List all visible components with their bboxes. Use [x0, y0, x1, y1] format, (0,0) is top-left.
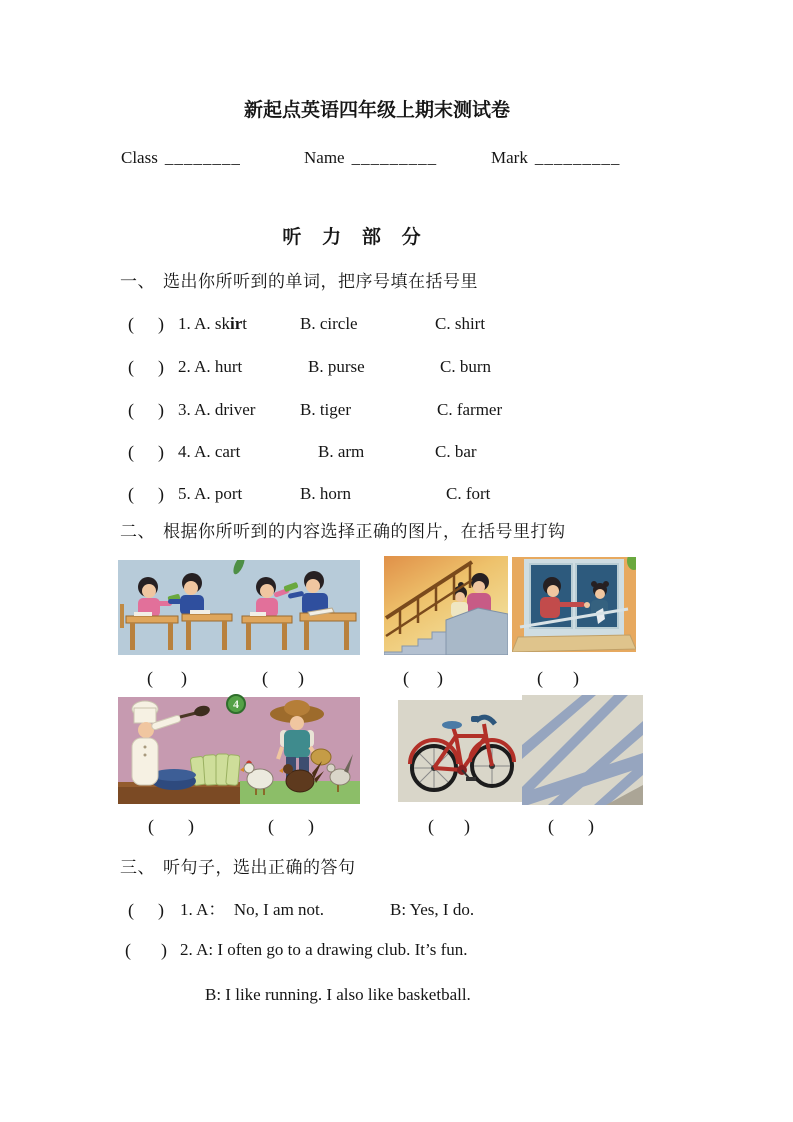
bracket-open: (: [262, 668, 268, 688]
option-a: 1. A. skirt: [178, 314, 247, 333]
answer-bracket: [128, 899, 164, 921]
chef-cooking-image: [118, 697, 240, 804]
name-field: [304, 147, 437, 169]
option-b: B. tiger: [300, 400, 351, 419]
answer-bracket: [128, 483, 164, 505]
class-field: [121, 147, 241, 169]
classroom-kids-image: [118, 560, 360, 655]
bracket-close: ): [158, 900, 164, 920]
section2-number: 二、: [120, 522, 155, 541]
answer-bracket: [128, 313, 164, 335]
bracket-open: (: [268, 816, 274, 836]
farmer-feeding-chickens-image: [240, 697, 360, 804]
bracket-close: ): [158, 484, 164, 504]
answer-bracket: [128, 399, 164, 421]
option-b: B. circle: [300, 314, 358, 333]
page-marker-badge: [226, 694, 246, 714]
answer-option-a: 2. A: I often go to a drawing club. It’s fun.: [180, 940, 468, 959]
answer-bracket: [268, 815, 314, 837]
class-label: Class: [121, 148, 158, 167]
option-c: C. burn: [440, 357, 491, 376]
option-c: C. farmer: [437, 400, 503, 419]
bracket-open: (: [537, 668, 543, 688]
mark-blank-line: _________: [534, 148, 621, 167]
answer-option-b: B: Yes, I do.: [390, 900, 475, 919]
option-b: B. purse: [308, 357, 365, 376]
section3-number: 三、: [120, 858, 155, 877]
answer-bracket: [403, 667, 443, 689]
option-a: 4. A. cart: [178, 442, 241, 461]
bracket-close: ): [158, 357, 164, 377]
bracket-close: ): [298, 668, 304, 688]
bracket-open: (: [548, 816, 554, 836]
bracket-close: ): [181, 668, 187, 688]
bracket-close: ): [158, 314, 164, 334]
answer-bracket: [128, 356, 164, 378]
page-title: 新起点英语四年级上期末测试卷: [243, 100, 510, 121]
bracket-open: (: [128, 357, 134, 377]
bracket-open: (: [128, 900, 134, 920]
section1-number: 一、: [120, 272, 155, 291]
name-blank-line: _________: [351, 148, 438, 167]
answer-bracket: [147, 667, 187, 689]
bracket-close: ): [437, 668, 443, 688]
children-at-window-image: [512, 557, 636, 652]
class-blank-line: ________: [164, 148, 241, 167]
s3-question-2-option-b: B: I like running. I also like basketball.: [205, 985, 471, 1004]
bracket-close: ): [588, 816, 594, 836]
option-a: 3. A. driver: [178, 400, 256, 419]
option-b: B. horn: [300, 484, 351, 503]
answer-bracket: [148, 815, 194, 837]
bracket-close: ): [158, 442, 164, 462]
listening-section-title: 听 力 部 分: [282, 227, 428, 248]
bracket-close: ): [308, 816, 314, 836]
bracket-close: ): [158, 400, 164, 420]
option-c: C. fort: [446, 484, 491, 503]
bracket-close: ): [464, 816, 470, 836]
bracket-open: (: [128, 314, 134, 334]
bracket-open: (: [128, 442, 134, 462]
answer-bracket: [428, 815, 470, 837]
bracket-close: ): [188, 816, 194, 836]
mark-field: [491, 147, 620, 169]
answer-bracket: [128, 441, 164, 463]
bracket-open: (: [403, 668, 409, 688]
badge-number: 4: [233, 697, 239, 711]
mark-label: Mark: [491, 148, 528, 167]
option-c: C. bar: [435, 442, 477, 461]
bracket-close: ): [573, 668, 579, 688]
option-a: 2. A. hurt: [178, 357, 243, 376]
bracket-open: (: [125, 940, 131, 960]
option-c: C. shirt: [435, 314, 486, 333]
answer-bracket: [548, 815, 594, 837]
answer-bracket: [537, 667, 579, 689]
option-b: B. arm: [318, 442, 365, 461]
bracket-open: (: [148, 816, 154, 836]
bracket-open: (: [147, 668, 153, 688]
section2-instruction: 根据你所听到的内容选择正确的图片，在括号里打钩: [163, 522, 566, 541]
option-a: 5. A. port: [178, 484, 243, 503]
children-on-stairs-image: [384, 556, 508, 655]
name-label: Name: [304, 148, 345, 167]
railing-pattern-image: [522, 695, 643, 805]
red-bicycle-image: [398, 700, 522, 802]
bracket-open: (: [128, 484, 134, 504]
answer-option-a: 1. A： No, I am not.: [180, 900, 325, 919]
answer-bracket: [262, 667, 304, 689]
bracket-open: (: [128, 400, 134, 420]
section1-instruction: 选出你所听到的单词，把序号填在括号里: [163, 272, 478, 291]
section3-instruction: 听句子，选出正确的答句: [163, 858, 356, 877]
bracket-close: ): [161, 940, 167, 960]
answer-bracket: [125, 939, 167, 961]
bracket-open: (: [428, 816, 434, 836]
